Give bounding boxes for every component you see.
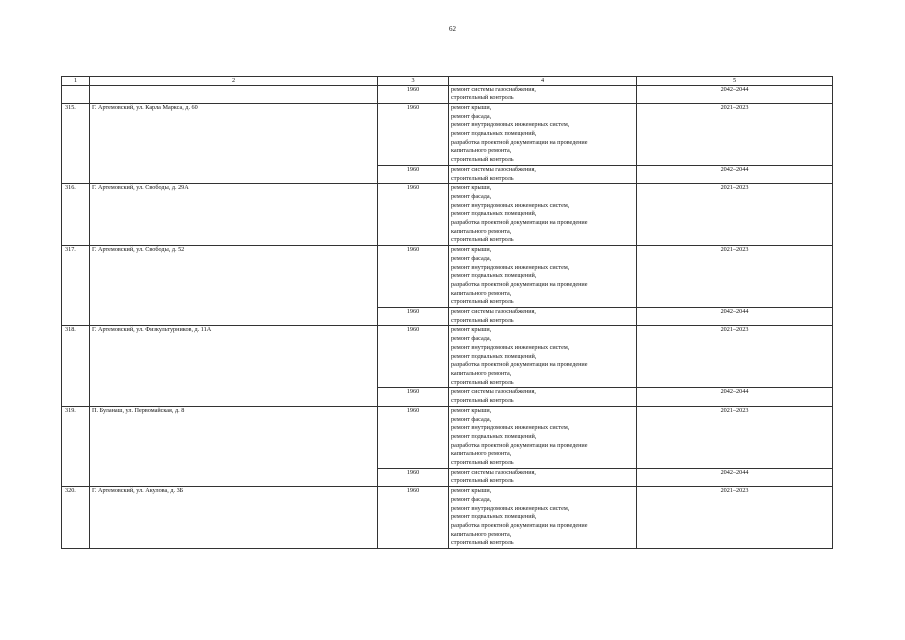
table-row [62,308,833,326]
work-item: капитального ремонта, [451,289,512,297]
row-number [62,468,90,486]
row-number [62,308,90,326]
period-cell: 2021–2023 [637,103,833,165]
works-cell [449,388,637,406]
period-cell: 2042–2044 [637,165,833,183]
address-cell [90,165,378,183]
address-cell [90,468,378,486]
work-item: капитального ремонта, [451,147,512,155]
address-cell [90,85,378,103]
works-cell [449,487,637,549]
works-cell [449,184,637,246]
repair-schedule-table [61,76,833,549]
work-item: ремонт подвальных помещений, [451,432,537,440]
work-item: строительный контроль [451,477,514,485]
works-cell [449,308,637,326]
work-item: капитального ремонта, [451,370,512,377]
column-header: 3 [378,77,449,86]
work-item: капитального ремонта, [451,450,512,458]
work-item: строительный контроль [451,236,514,244]
table-row [62,487,833,549]
work-item: ремонт системы газоснабжения, [451,388,536,396]
work-item: строительный контроль [451,94,514,102]
year-cell: 1960 [378,308,449,326]
work-item: капитального ремонта, [451,530,512,538]
period-cell: 2021–2023 [637,246,833,308]
works-cell [449,406,637,468]
column-header: 4 [449,77,637,86]
page-number: 62 [449,25,456,33]
year-cell: 1960 [378,487,449,549]
work-item: разработка проектной документации на проведение [451,361,588,369]
work-item: ремонт крыши, [451,103,492,111]
period-cell: 2021–2023 [637,406,833,468]
work-item: ремонт внутридомовых инженерных систем, [451,201,570,209]
address-cell: Г. Артемовский, ул. Карла Маркса, д. 60 [90,103,378,165]
work-item: ремонт крыши, [451,246,492,254]
year-cell: 1960 [378,246,449,308]
work-item: строительный контроль [451,397,514,405]
work-item: ремонт внутридомовых инженерных систем, [451,504,570,512]
column-header: 2 [90,77,378,86]
work-item: разработка проектной документации на проведение [451,441,588,449]
work-item: строительный контроль [451,298,514,306]
table-row [62,85,833,103]
period-cell: 2042–2044 [637,388,833,406]
row-number: 320. [62,487,90,549]
work-item: ремонт крыши, [451,326,492,334]
table-row [62,326,833,388]
work-item: ремонт фасада, [451,335,492,343]
work-item: ремонт внутридомовых инженерных систем, [451,263,570,271]
work-item: ремонт подвальных помещений, [451,210,537,218]
work-item: строительный контроль [451,539,514,547]
address-cell: Г. Артемовский, ул. Физкультурников, д. 11А [90,326,378,388]
period-cell: 2042–2044 [637,468,833,486]
table-row [62,406,833,468]
table-header-row [62,77,833,86]
work-item: ремонт фасада, [451,415,492,423]
period-cell: 2042–2044 [637,308,833,326]
year-cell: 1960 [378,388,449,406]
work-item: ремонт крыши, [451,184,492,192]
work-item: строительный контроль [451,316,514,324]
work-item: строительный контроль [451,459,514,467]
work-item: ремонт системы газоснабжения, [451,165,536,173]
work-item: строительный контроль [451,174,514,182]
row-number: 316. [62,184,90,246]
work-item: капитального ремонта, [451,227,512,235]
work-item: ремонт внутридомовых инженерных систем, [451,343,570,351]
work-item: ремонт крыши, [451,487,492,495]
work-item: ремонт подвальных помещений, [451,130,537,138]
table-row [62,246,833,308]
work-item: ремонт подвальных помещений, [451,513,537,521]
work-item: разработка проектной документации на проведение [451,138,588,146]
table-row [62,468,833,486]
row-number [62,165,90,183]
work-item: ремонт подвальных помещений, [451,272,537,280]
works-cell [449,246,637,308]
work-item: ремонт фасада, [451,495,492,503]
row-number: 315. [62,103,90,165]
works-cell [449,326,637,388]
works-cell [449,468,637,486]
table-row [62,165,833,183]
work-item: ремонт системы газоснабжения, [451,468,536,476]
year-cell: 1960 [378,406,449,468]
works-cell [449,85,637,103]
address-cell: Г. Артемовский, ул. Акулова, д. 3Б [90,487,378,549]
work-item: разработка проектной документации на проведение [451,521,588,529]
column-header: 1 [62,77,90,86]
column-header: 5 [637,77,833,86]
period-cell: 2021–2023 [637,487,833,549]
row-number: 318. [62,326,90,388]
row-number [62,85,90,103]
address-cell: Г. Артемовский, ул. Свободы, д. 52 [90,246,378,308]
row-number: 317. [62,246,90,308]
works-cell [449,165,637,183]
work-item: ремонт подвальных помещений, [451,352,537,360]
work-item: ремонт фасада, [451,254,492,262]
work-item: ремонт фасада, [451,112,492,120]
work-item: ремонт фасада, [451,192,492,200]
period-cell: 2042–2044 [637,85,833,103]
work-item: строительный контроль [451,378,514,386]
year-cell: 1960 [378,103,449,165]
table-row [62,184,833,246]
table-row [62,103,833,165]
work-item: ремонт системы газоснабжения, [451,308,536,316]
table-row [62,388,833,406]
work-item: ремонт внутридомовых инженерных систем, [451,121,570,129]
work-item: ремонт крыши, [451,406,492,414]
year-cell: 1960 [378,468,449,486]
row-number: 319. [62,406,90,468]
address-cell [90,308,378,326]
address-cell [90,388,378,406]
period-cell: 2021–2023 [637,326,833,388]
year-cell: 1960 [378,326,449,388]
year-cell: 1960 [378,85,449,103]
work-item: ремонт внутридомовых инженерных систем, [451,424,570,432]
address-cell: П. Буланаш, ул. Первомайская, д. 8 [90,406,378,468]
works-cell [449,103,637,165]
work-item: разработка проектной документации на проведение [451,280,588,288]
work-item: строительный контроль [451,156,514,164]
row-number [62,388,90,406]
work-item: разработка проектной документации на проведение [451,219,588,227]
year-cell: 1960 [378,165,449,183]
period-cell: 2021–2023 [637,184,833,246]
year-cell: 1960 [378,184,449,246]
address-cell: Г. Артемовский, ул. Свободы, д. 29А [90,184,378,246]
work-item: ремонт системы газоснабжения, [451,85,536,93]
